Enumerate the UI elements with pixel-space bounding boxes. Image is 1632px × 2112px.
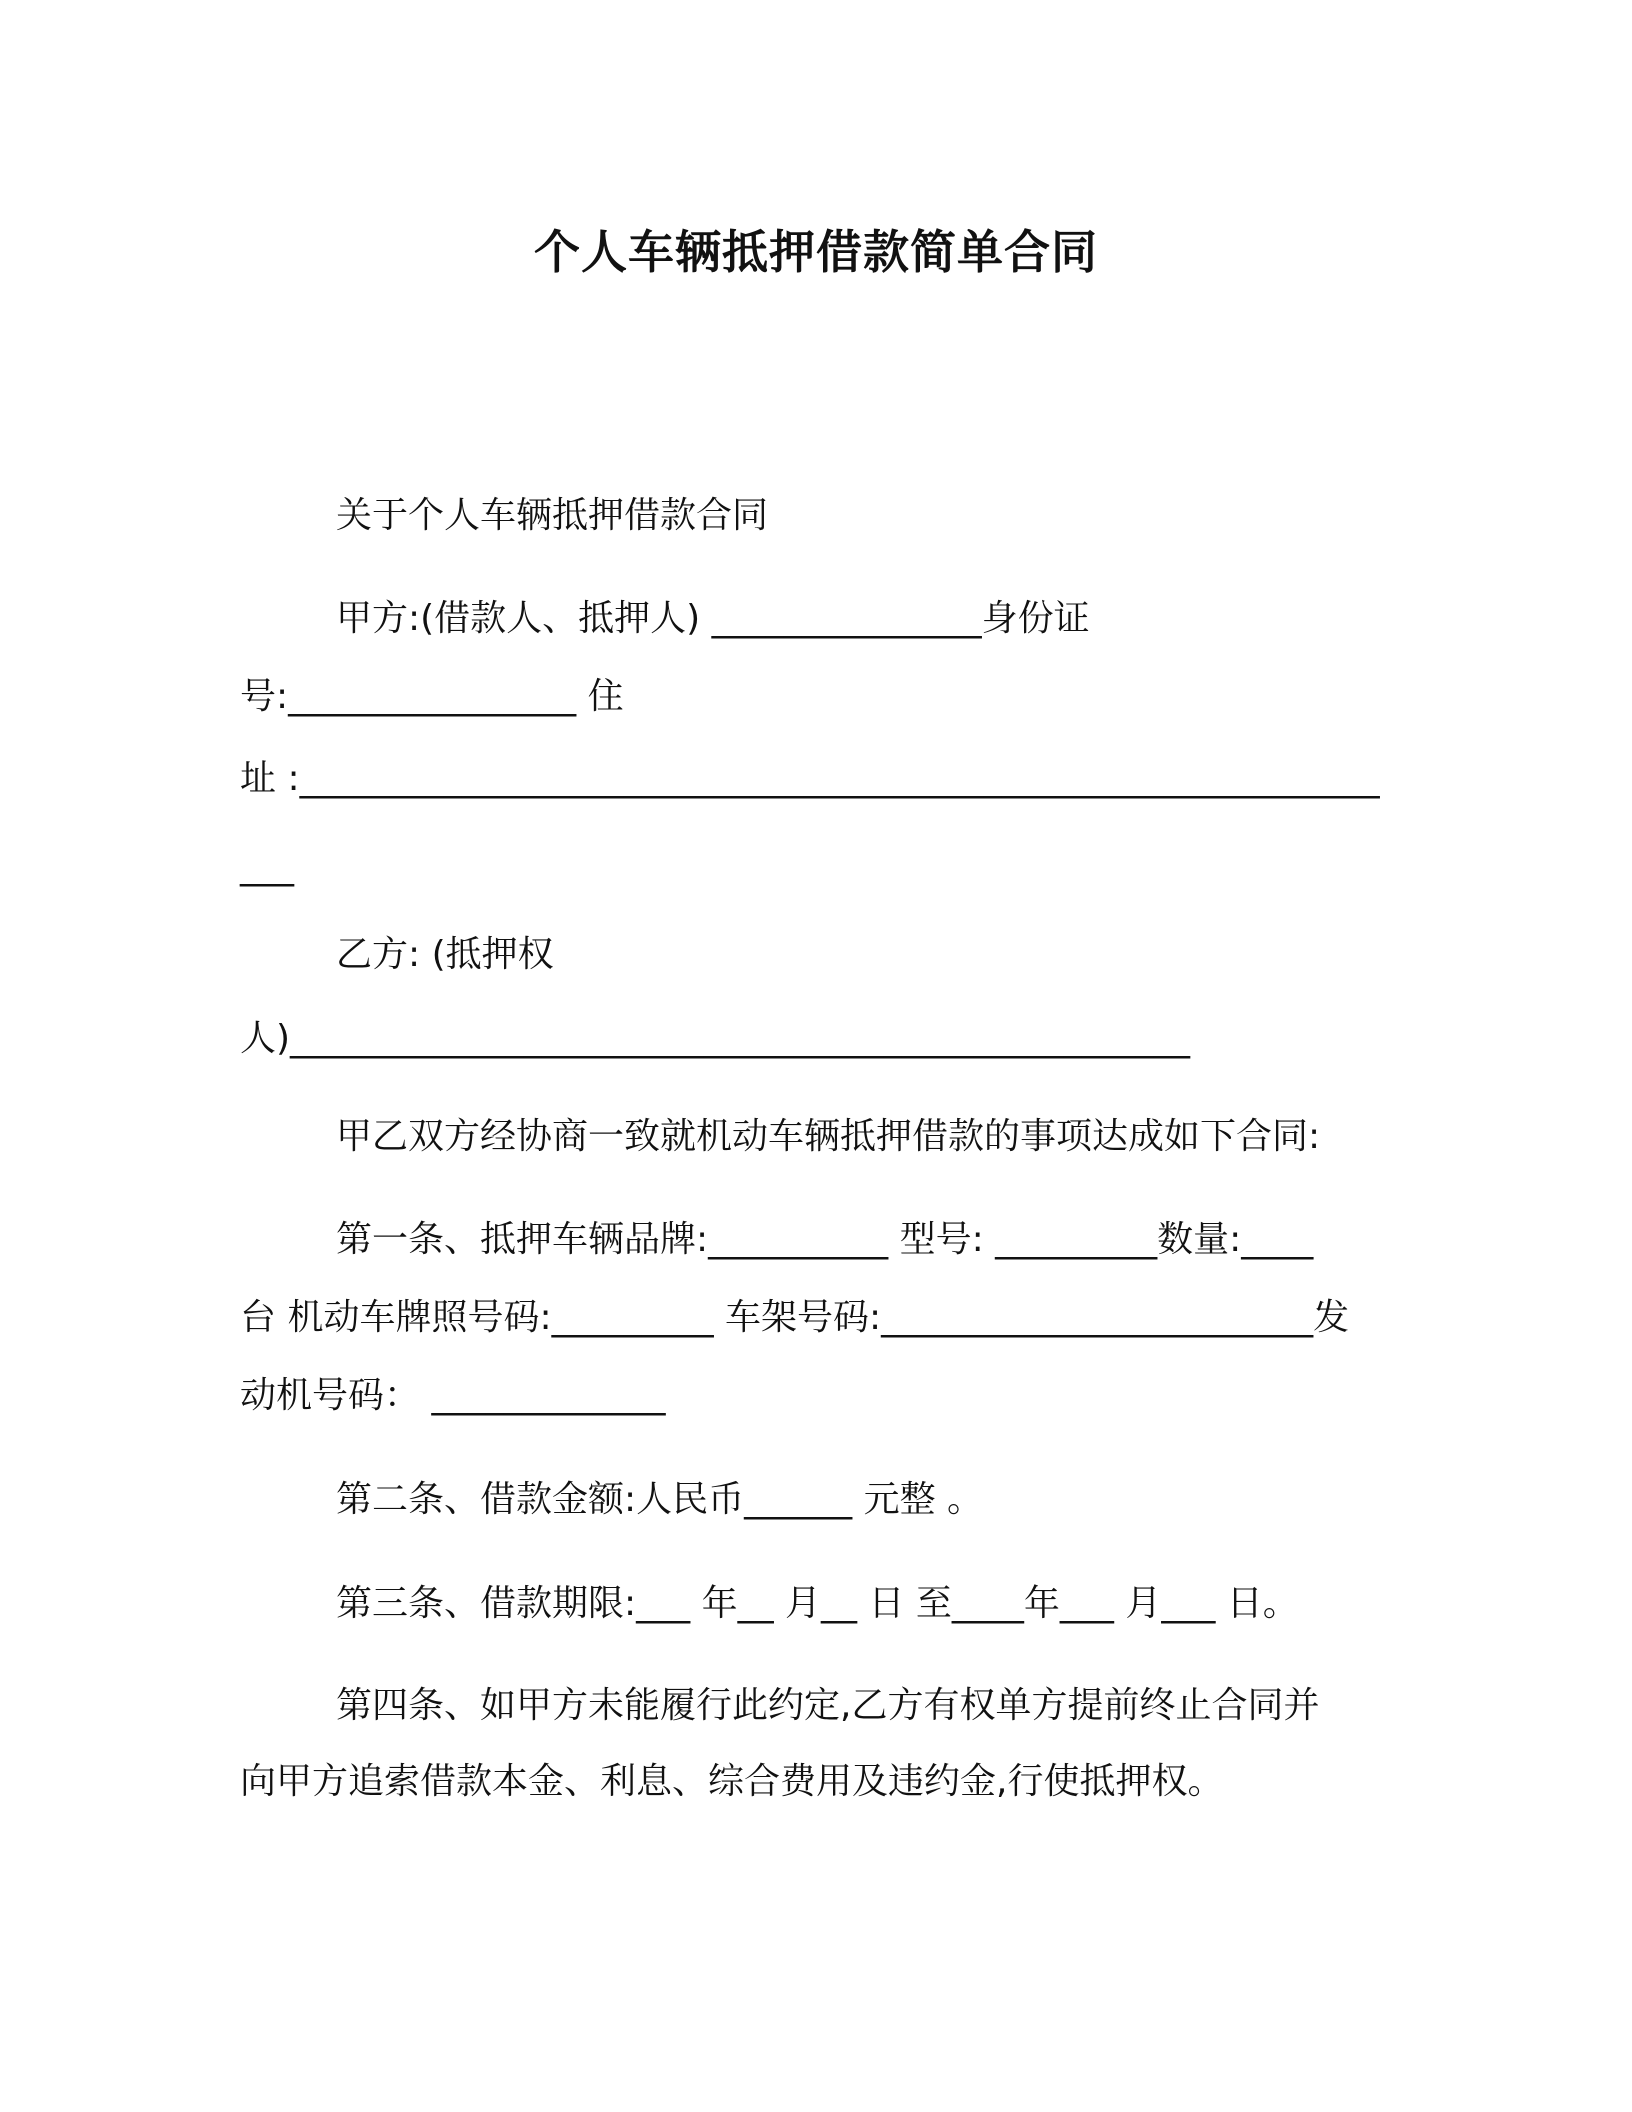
article-four-line-2: 向甲方追索借款本金、利息、综合费用及违约金,行使抵押权。 (240, 1761, 1224, 1802)
party-a-address-continuation: ___ (240, 846, 294, 887)
document-title: 个人车辆抵押借款简单合同 (534, 225, 1098, 279)
article-two: 第二条、借款金额:人民币______ 元整 。 (336, 1479, 984, 1520)
party-b-continuation: 人)__________________________________________________ (240, 1018, 1191, 1059)
party-a-line: 甲方:(借款人、抵押人) _______________身份证 (336, 598, 1090, 639)
article-one-line-2: 台 机动车牌照号码:_________ 车架号码:________________________发 (240, 1297, 1350, 1338)
article-four-line-1: 第四条、如甲方未能履行此约定,乙方有权单方提前终止合同并 (336, 1685, 1320, 1726)
party-b-line: 乙方: (抵押权 (336, 934, 554, 975)
article-three: 第三条、借款期限:___ 年__ 月__ 日 至____年___ 月___ 日。 (336, 1583, 1299, 1624)
agreement-intro: 甲乙双方经协商一致就机动车辆抵押借款的事项达成如下合同: (336, 1116, 1321, 1157)
party-a-id-line: 号:________________ 住 (240, 676, 624, 717)
contract-heading: 关于个人车辆抵押借款合同 (336, 495, 769, 536)
article-one-line-3: 动机号码： _____________ (240, 1375, 666, 1416)
party-a-address-line: 址 :____________________________________________________________ (240, 758, 1380, 799)
article-one-line-1: 第一条、抵押车辆品牌:__________ 型号: _________数量:____ (336, 1219, 1314, 1260)
